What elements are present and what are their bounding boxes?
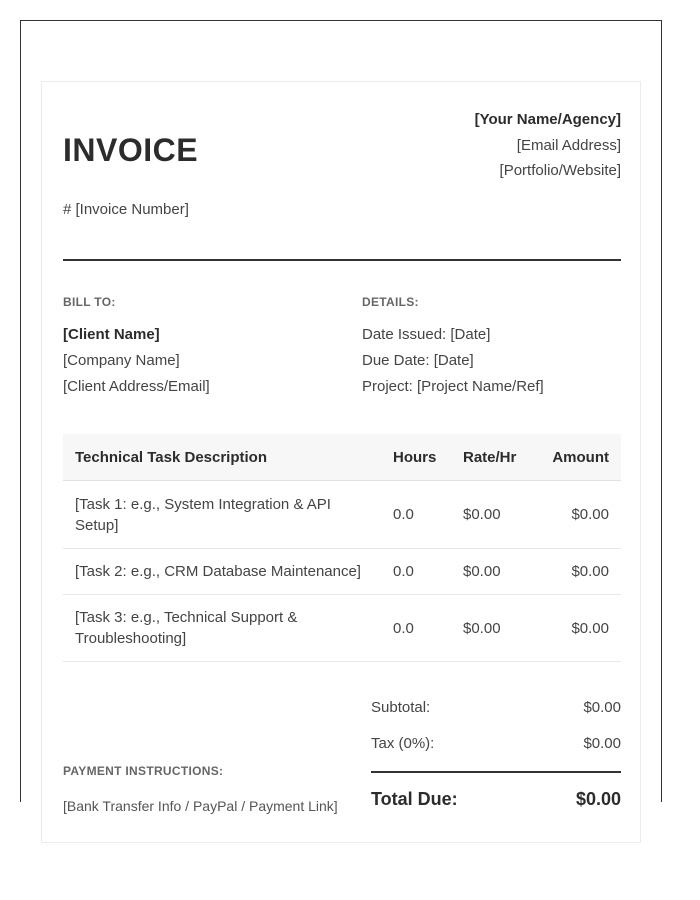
details-section [362, 294, 544, 400]
items-table [63, 434, 621, 662]
task-hours: 0.0 [381, 481, 451, 549]
task-hours: 0.0 [381, 549, 451, 595]
totals-divider [371, 771, 621, 773]
table-row [63, 481, 621, 549]
subtotal-row [371, 699, 621, 716]
sender-email: [Email Address] [516, 136, 621, 154]
payment-instructions-label: PAYMENT INSTRUCTIONS: [63, 764, 224, 778]
invoice-paper [41, 81, 641, 843]
sender-info [475, 107, 621, 184]
header-divider [63, 259, 621, 261]
tax-value: $0.00 [583, 735, 621, 752]
sender-website: [Portfolio/Website] [499, 162, 621, 179]
tax-row [371, 735, 621, 752]
task-amount: $0.00 [534, 595, 621, 662]
client-name: [Client Name] [63, 326, 160, 343]
task-rate: $0.00 [451, 595, 534, 662]
sender-name: [Your Name/Agency] [474, 111, 621, 128]
tax-label: Tax (0%): [371, 735, 435, 752]
header-description: Technical Task Description [63, 434, 381, 481]
details-label: DETAILS: [362, 295, 419, 309]
task-rate: $0.00 [451, 549, 534, 595]
date-issued: Date Issued: [Date] [362, 326, 491, 343]
task-amount: $0.00 [534, 481, 621, 549]
bill-to-label: BILL TO: [63, 295, 116, 309]
task-description: [Task 2: e.g., CRM Database Maintenance] [63, 549, 381, 595]
task-hours: 0.0 [381, 595, 451, 662]
table-row [63, 549, 621, 595]
payment-instructions-text: [Bank Transfer Info / PayPal / Payment Link] [63, 798, 338, 814]
project-ref: Project: [Project Name/Ref] [362, 378, 544, 395]
task-amount: $0.00 [534, 549, 621, 595]
task-description: [Task 1: e.g., System Integration & API Setup] [63, 481, 381, 549]
due-date: Due Date: [Date] [362, 352, 474, 369]
total-due-row [371, 789, 621, 810]
subtotal-value: $0.00 [583, 699, 621, 716]
total-due-label: Total Due: [371, 789, 458, 809]
subtotal-label: Subtotal: [371, 699, 431, 716]
header-rate: Rate/Hr [451, 434, 534, 481]
header-amount: Amount [534, 434, 621, 481]
table-row [63, 595, 621, 662]
client-address: [Client Address/Email] [63, 378, 210, 395]
bill-to-section [63, 294, 210, 400]
client-company: [Company Name] [63, 352, 180, 369]
invoice-number: # [Invoice Number] [63, 201, 189, 218]
table-header-row [63, 434, 621, 481]
task-description: [Task 3: e.g., Technical Support & Troubleshooting] [63, 595, 381, 662]
document-frame [20, 20, 662, 814]
total-due-value: $0.00 [575, 789, 621, 809]
invoice-title: INVOICE [63, 132, 199, 168]
task-rate: $0.00 [451, 481, 534, 549]
header-hours: Hours [381, 434, 451, 481]
